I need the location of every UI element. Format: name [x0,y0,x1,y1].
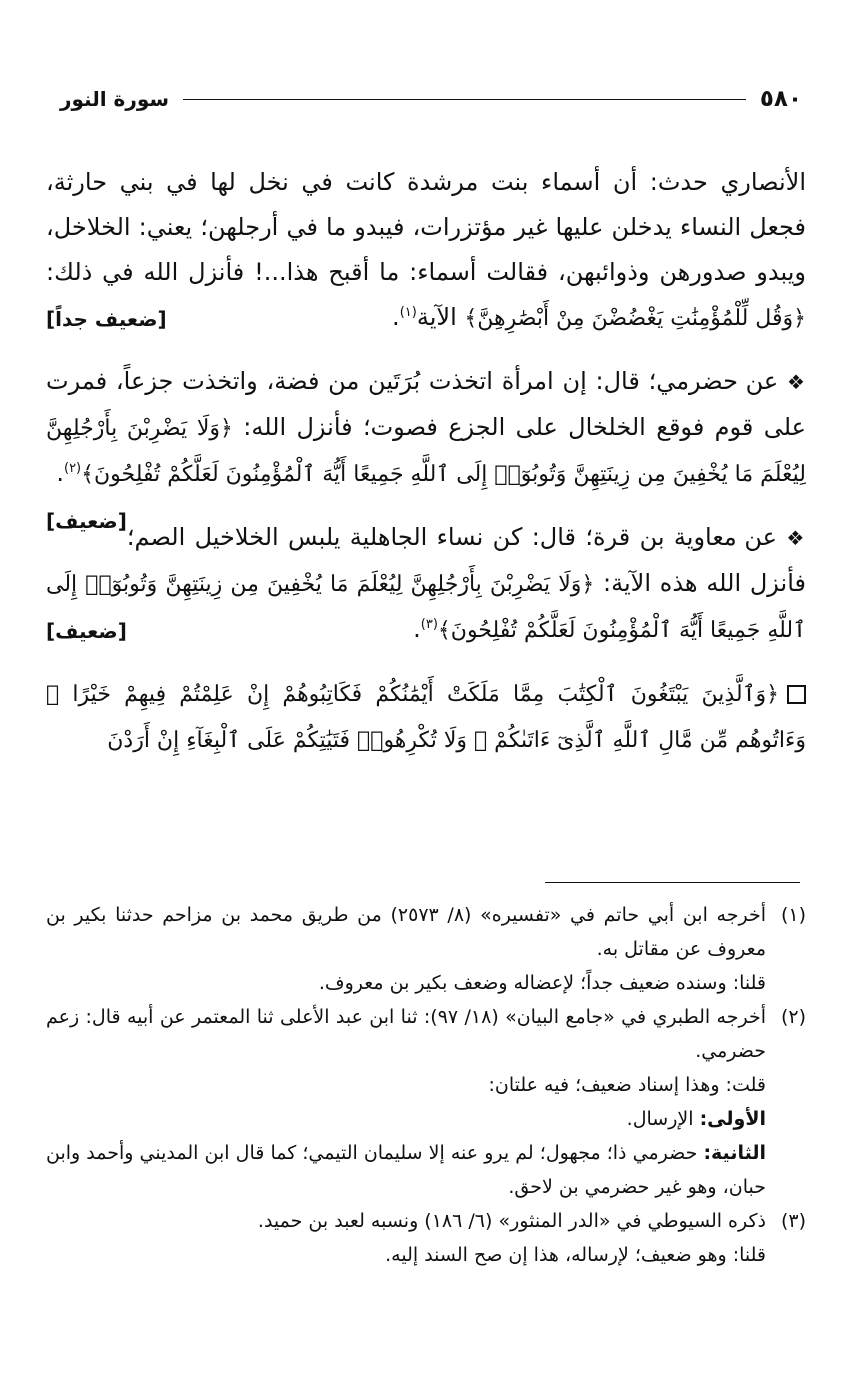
footnote-text: قلنا: وهو ضعيف؛ لإرساله، هذا إن صح السند إليه. [385,1244,766,1266]
page-header [60,82,802,116]
square-marker-icon [787,685,806,704]
footnote-text: الإرسال. [626,1108,700,1130]
footnote-body [46,898,766,1000]
footnote-line [46,1068,766,1102]
footnote-number: (٢) [780,1006,806,1028]
footnote-label: الأولى: [699,1108,766,1130]
quran-quote: ﴿وَلَا يَضْرِبْنَ بِأَرْجُلِهِنَّ لِيُعْلَمَ مَا يُخْفِينَ مِن زِينَتِهِنَّ وَتُوبُوٓا۟ إِلَى ٱللَّهِ جَمِيعًا أَيُّهَ ٱلْمُؤْمِنُونَ لَعَلَّكُمْ تُفْلِحُونَ﴾ [46,416,806,487]
paragraph-text: عن حضرمي؛ قال: إن امرأة اتخذت بُرَتَين من فضة، واتخذت جزعاً، فمرت على قوم فوقع الخلخال على الجزع فصوت؛ فأنزل الله: [46,367,806,441]
quran-quote: ﴿وَقُل لِّلْمُؤْمِنَٰتِ يَغْضُضْنَ مِنْ أَبْصَٰرِهِنَّ﴾ [464,306,806,331]
paragraph-1: الأنصاري حدث: أن أسماء بنت مرشدة كانت في نخل لها في بني حارثة، فجعل النساء يدخلن عليها غير مؤتزرات، فيبدو ما في أرجلهن؛ يعني: الخلاخل، ويبدو صدورهن وذوائبهن، فقالت أسماء: ما أقبح هذا...! فأنزل الله في ذلك: ﴿وَقُل لِّلْمُؤْمِنَٰتِ يَغْضُضْنَ مِنْ أَبْصَٰرِهِنَّ﴾ الآية$^{(١)}$. [ضعيف جداً] [46,160,806,341]
footnote-line [46,1136,766,1204]
paragraph-text: عن معاوية بن قرة؛ قال: كن نساء الجاهلية يلبس الخلاخيل الصم؛ فأنزل الله هذه الآية: [126,523,806,597]
grade-label: [ضعيف] [46,619,127,643]
footnote-line [46,1000,766,1068]
footnote-body [46,1204,766,1272]
grade-label: [ضعيف] [46,509,127,533]
footnote-text: أخرجه الطبري في «جامع البيان» (١٨/ ٩٧): ثنا ابن عبد الأعلى ثنا المعتمر عن أبيه قال: زعم حضرمي. [46,1006,766,1062]
diamond-ornament-icon: ❖ [786,526,806,550]
footnote-ref[interactable]: (١) [399,305,417,320]
footnote-divider [545,882,800,883]
quran-quote: ﴿وَلَا يَضْرِبْنَ بِأَرْجُلِهِنَّ لِيُعْلَمَ مَا يُخْفِينَ مِن زِينَتِهِنَّ وَتُوبُوٓا۟ إِلَى ٱللَّهِ جَمِيعًا أَيُّهَ ٱلْمُؤْمِنُونَ لَعَلَّكُمْ تُفْلِحُونَ﴾ [46,572,806,643]
footnote-line [46,1102,766,1136]
footnote-text: ذكره السيوطي في «الدر المنثور» (٦/ ١٨٦) ونسبه لعبد بن حميد. [257,1210,766,1232]
footnotes [46,898,806,1272]
main-text [46,160,806,763]
page-number: ٥٨٠ [759,86,802,112]
diamond-ornament-icon: ❖ [786,370,806,394]
quran-verse: ﴿وَٱلَّذِينَ يَبْتَغُونَ ٱلْكِتَٰبَ مِمَّا مَلَكَتْ أَيْمَٰنُكُمْ فَكَاتِبُوهُمْ إِنْ عَلِمْتُمْ فِيهِمْ خَيْرًا ۖ وَءَاتُوهُم مِّن مَّالِ ٱللَّهِ ٱلَّذِىٓ ءَاتَىٰكُمْ ۚ وَلَا تُكْرِهُوا۟ فَتَيَٰتِكُمْ عَلَى ٱلْبِغَآءِ إِنْ أَرَدْنَ [46,682,806,753]
paragraph-3: ❖ عن معاوية بن قرة؛ قال: كن نساء الجاهلية يلبس الخلاخيل الصم؛ فأنزل الله هذه الآية: ﴿وَلَا يَضْرِبْنَ بِأَرْجُلِهِنَّ لِيُعْلَمَ مَا يُخْفِينَ مِن زِينَتِهِنَّ وَتُوبُوٓا۟ إِلَى ٱللَّهِ جَمِيعًا أَيُّهَ ٱلْمُؤْمِنُونَ لَعَلَّكُمْ تُفْلِحُونَ﴾$^{(٣)}$. [ضعيف] [46,515,806,653]
footnote-text: قلت: وهذا إسناد ضعيف؛ فيه علتان: [488,1074,766,1096]
footnote-text: أخرجه ابن أبي حاتم في «تفسيره» (٨/ ٢٥٧٣) من طريق محمد بن مزاحم حدثنا بكير بن معروف عن مقاتل به. [46,904,766,960]
footnote-ref[interactable]: (٣) [420,617,438,632]
footnote-line [46,898,766,966]
paragraph-2: ❖ عن حضرمي؛ قال: إن امرأة اتخذت بُرَتَين من فضة، واتخذت جزعاً، فمرت على قوم فوقع الخلخال على الجزع فصوت؛ فأنزل الله: ﴿وَلَا يَضْرِبْنَ بِأَرْجُلِهِنَّ لِيُعْلَمَ مَا يُخْفِينَ مِن زِينَتِهِنَّ وَتُوبُوٓا۟ إِلَى ٱللَّهِ جَمِيعًا أَيُّهَ ٱلْمُؤْمِنُونَ لَعَلَّكُمْ تُفْلِحُونَ﴾$^{(٢)}$. [ضعيف] [46,359,806,497]
verse-paragraph [46,671,806,763]
grade-label: [ضعيف جداً] [46,307,167,331]
paragraph-tail: الآية [416,303,457,331]
footnote-number: (١) [780,904,806,926]
footnote-number: (٣) [780,1210,806,1232]
footnote-ref[interactable]: (٢) [63,461,82,476]
footnote-item [46,1204,806,1272]
footnote-text: حضرمي ذا؛ مجهول؛ لم يرو عنه إلا سليمان التيمي؛ كما قال ابن المديني وأحمد وابن حبان، وهو غير حضرمي بن لاحق. [46,1142,766,1198]
footnote-line [46,1238,766,1272]
footnote-label: الثانية: [703,1142,766,1164]
footnote-line [46,1204,766,1238]
footnote-line [46,966,766,1000]
surah-title: سورة النور [60,87,170,111]
footnote-item [46,1000,806,1204]
footnote-text: قلنا: وسنده ضعيف جداً؛ لإعضاله وضعف بكير بن معروف. [318,972,766,994]
footnote-body [46,1000,766,1204]
header-rule [183,99,746,100]
footnote-item [46,898,806,1000]
paragraph-text: الأنصاري حدث: أن أسماء بنت مرشدة كانت في نخل لها في بني حارثة، فجعل النساء يدخلن عليها غير مؤتزرات، فيبدو ما في أرجلهن؛ يعني: الخلاخل، ويبدو صدورهن وذوائبهن، فقالت أسماء: ما أقبح هذا...! فأنزل الله في ذلك: [46,168,806,286]
